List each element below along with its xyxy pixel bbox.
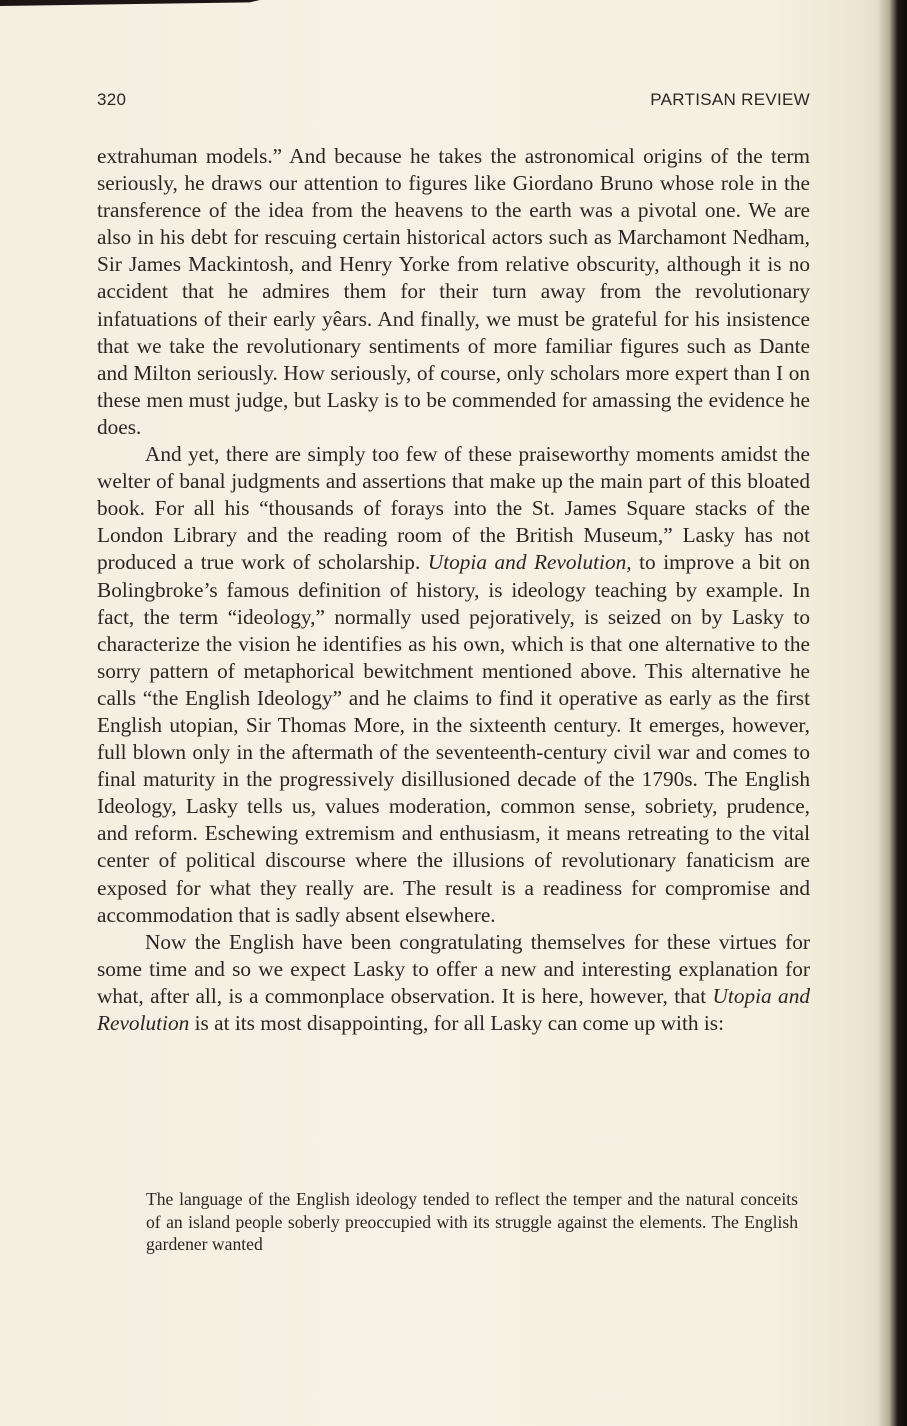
paragraph-2-text-b: to improve a bit on Bolingbroke’s famous definition of history, is ideology teaching by example. In fact, the term “ideology,” normally used pejoratively, is seized on by Lasky to characterize the vision he identifies as his own, which is that one alternative to the sorry pattern of metaphorical bewitchment mentioned above. This alternative he calls “the English Ideology” and he claims to find it operative as early as the first English utopian, Sir Thomas More, in the sixteenth century. It emerges, however, full blown only in the aftermath of the seventeenth-century civil war and comes to final maturity in the progressively disillusioned decade of the 1790s. The English Ideology, Lasky tells us, values moderation, common sense, sobriety, prudence, and reform. Eschewing extremism and enthusiasm, it means retreating to the vital center of political discourse where the illusions of revolutionary fanaticism are exposed for what they really are. The result is a readiness for compromise and accommodation that is sadly absent elsewhere. <box>97 550 810 927</box>
book-title-italic: Utopia and Revolution <box>97 983 810 1035</box>
book-spine-shadow <box>877 0 907 1426</box>
book-title-italic: Utopia and Revolution, <box>427 550 632 575</box>
paragraph-1: extrahuman models.” And because he takes the astronomical origins of the term seriously, he draws our attention to figures like Giordano Bruno whose role in the transference of the idea from the heavens to the earth was a pivotal one. We are also in his debt for rescuing certain historical actors such as Marchamont Nedham, Sir James Mackintosh, and Henry Yorke from relative obscurity, although it is no accident that he admires them for their turn away from the revolutionary infatuations of their early yêars. And finally, we must be grateful for his insistence that we take the revolutionary sentiments of more familiar figures such as Dante and Milton seriously. How seriously, of course, only scholars more expert than I on these men must judge, but Lasky is to be commended for amassing the evidence he does. <box>97 144 810 439</box>
page-number: 320 <box>97 90 127 109</box>
paragraph-3-text-b: is at its most disappointing, for all Lasky can come up with is: <box>189 1011 724 1035</box>
paragraph-3 <box>97 929 810 1037</box>
running-head <box>97 90 810 110</box>
paragraph-2-text-a: And yet, there are simply too few of these praiseworthy moments amidst the welter of banal judgments and assertions that make up the main part of this bloated book. For all his “thousands of forays into the St. James Square stacks of the London Library and the reading room of the British Museum,” Lasky has not produced a true work of scholarship. <box>97 442 810 575</box>
journal-title: PARTISAN REVIEW <box>650 90 810 109</box>
paragraph-3-text-a: Now the English have been congratulating themselves for these virtues for some time and so we expect Lasky to offer a new and interesting explanation for what, after all, is a commonplace observation. It is here, however, that <box>97 929 810 1008</box>
paragraph-2 <box>97 441 810 929</box>
scan-edge <box>0 0 260 6</box>
article-body <box>97 143 810 1037</box>
block-quote <box>146 1188 798 1256</box>
block-quote-text: The language of the English ideology tended to reflect the temper and the natural conceits of an island people soberly preoccupied with its struggle against the elements. The English gardener wanted <box>146 1189 798 1254</box>
